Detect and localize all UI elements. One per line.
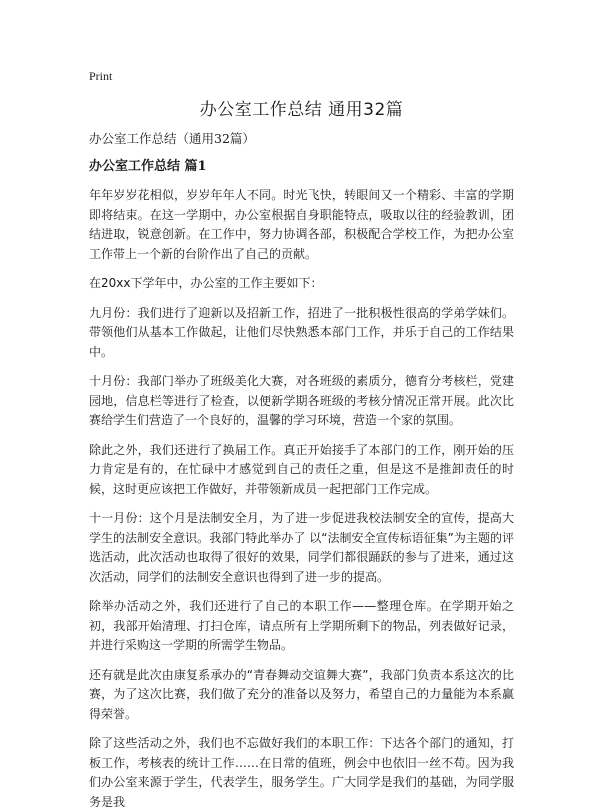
document-title: 办公室工作总结 通用32篇 <box>199 100 404 120</box>
paragraph-warehouse: 除举办活动之外，我们还进行了自己的本职工作——整理仓库。在学期开始之初，我部开始清理、打扫仓库，请点所有上学期所剩下的物品，列表做好记录，并进行采购这一学期的所需学生物品。 <box>89 599 514 652</box>
paragraph-intro: 年年岁岁花相似，岁岁年年人不同。时光飞快，转眼间又一个精彩、丰富的学期即将结束。在这一学期中，办公室根据自身职能特点，吸取以往的经验教训，团结进取，锐意创新。在工作中，努力协调各部，积极配合学校工作，为把办公室工作带上一个新的台阶作出了自己的贡献。 <box>89 188 514 261</box>
paragraph-handover: 除此之外，我们还进行了换届工作。真正开始接手了本部门的工作，刚开始的压力肯定是有的，在忙碌中才感觉到自己的责任之重，但是这不是推卸责任的时候，这时更应该把工作做好，并带领新成员一起把部门工作完成。 <box>89 442 514 496</box>
section-heading: 办公室工作总结 篇1 <box>89 159 207 174</box>
document-subtitle: 办公室工作总结（通用32篇） <box>89 131 255 146</box>
paragraph-october: 十月份：我部门举办了班级美化大赛，对各班级的素质分，德育分考核栏，党建园地，信息栏等进行了检查，以便新学期各班级的考核分情况正常开展。此次比赛给学生们营造了一个良好的，温馨的学习环境，营造一个家的氛围。 <box>89 374 514 427</box>
paragraph-november: 十一月份：这个月是法制安全月，为了进一步促进我校法制安全的宣传，提高大学生的法制安全意识。我部门特此举办了 以“法制安全宣传标语征集”为主题的评选活动，此次活动也取得了很好的效果，同学们都很踊跃的参与了进来，通过这次活动，同学们的法制安全意识也得到了进一步的提高。 <box>89 511 514 584</box>
paragraph-dance-contest: 还有就是此次由康复系承办的“青春舞动交谊舞大赛”，我部门负责本系这次的比赛，为了这次比赛，我们做了充分的准备以及努力，希望自己的力量能为本系赢得荣誉。 <box>89 667 514 721</box>
paragraph-september: 九月份：我们进行了迎新以及招新工作，招进了一批积极性很高的学弟学妹们。带领他们从基本工作做起，让他们尽快熟悉本部门工作，并乐于自己的工作结果中。 <box>89 305 514 359</box>
paragraph-work-summary-lead: 在20xx下学年中，办公室的工作主要如下： <box>89 276 323 290</box>
print-link[interactable]: Print <box>89 69 113 83</box>
paragraph-daily-duties: 除了这些活动之外，我们也不忘做好我们的本职工作：下达各个部门的通知，打板工作，考核表的统计工作……在日常的值班，例会中也依旧一丝不苟。因为我们办公室来源于学生，代表学生，服务学生。广大同学是我们的基础，为同学服务是我 <box>89 736 514 809</box>
